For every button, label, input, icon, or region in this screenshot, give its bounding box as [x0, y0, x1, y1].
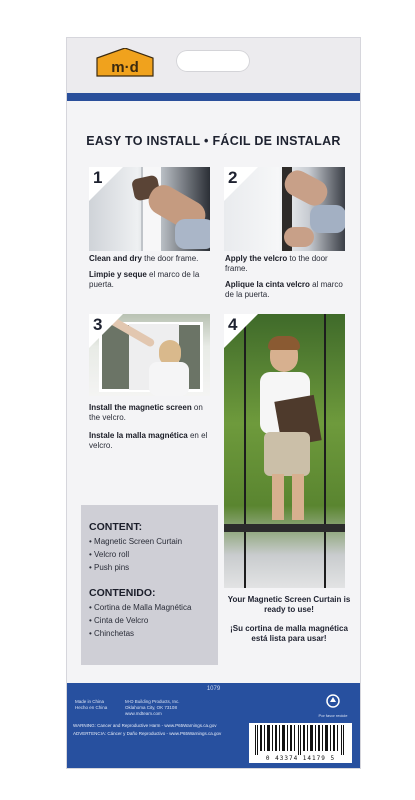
step-3-photo	[89, 314, 210, 396]
svg-text:m·d: m·d	[111, 59, 139, 76]
step-3-number: 3	[93, 315, 103, 334]
list-item: • Magnetic Screen Curtain	[89, 537, 183, 546]
recycle-icon: Por favor recicle	[315, 694, 351, 718]
step-2-number: 2	[228, 168, 238, 187]
step-2-photo	[224, 167, 345, 251]
list-item: • Cinta de Velcro	[89, 616, 149, 625]
page-number: 1079	[206, 686, 221, 692]
contents-title-es: CONTENIDO:	[89, 587, 156, 599]
step-1-caption: Clean and dry the door frame. Limpie y seque el marco de la puerta.	[89, 254, 200, 289]
step-4-number: 4	[228, 315, 238, 334]
package-header	[67, 38, 360, 93]
list-item: • Chinchetas	[89, 629, 135, 638]
instructions-panel	[67, 101, 360, 683]
ready-message-es: ¡Su cortina de malla magnética está lista para usar!	[230, 624, 348, 643]
step-3-caption: Install the magnetic screen on the velcro. Instale la malla magnética en el velcro.	[89, 403, 208, 450]
step-4-photo	[224, 314, 345, 588]
list-item: • Push pins	[89, 563, 130, 572]
contents-box	[81, 505, 218, 665]
step-2-caption: Apply the velcro to the door frame. Aplique la cinta velcro al marco de la puerta.	[225, 254, 343, 299]
contents-list-en	[89, 535, 182, 574]
ready-message-en: Your Magnetic Screen Curtain is ready to use!	[227, 595, 351, 614]
package-footer	[67, 683, 360, 768]
install-headline: EASY TO INSTALL • FÁCIL DE INSTALAR	[86, 134, 341, 148]
company-info: M-D Building Products, Inc. Oklahoma City, OK 73108 www.mdteam.com	[125, 699, 180, 716]
upc-barcode	[249, 723, 352, 763]
step-1-number: 1	[93, 168, 103, 187]
barcode-digits: 0 43374 14179 5	[265, 755, 336, 762]
top-blue-band	[67, 93, 360, 101]
list-item: • Velcro roll	[89, 550, 130, 559]
contents-title-en: CONTENT:	[89, 521, 143, 533]
origin-info: Made in China Hecho en China	[75, 699, 108, 710]
package-back	[67, 38, 360, 768]
contents-list-es	[89, 601, 191, 640]
hang-hole	[176, 50, 250, 72]
step-1-photo	[89, 167, 210, 251]
prop65-warning: WARNING: Cancer and Reproductive Harm - www.P65Warnings.ca.gov ADVERTENCIA: Cáncer y Daño Reproductivo - www.P65Warnings.ca.gov	[73, 723, 222, 736]
list-item: • Cortina de Malla Magnética	[89, 603, 192, 612]
brand-logo	[93, 48, 157, 78]
